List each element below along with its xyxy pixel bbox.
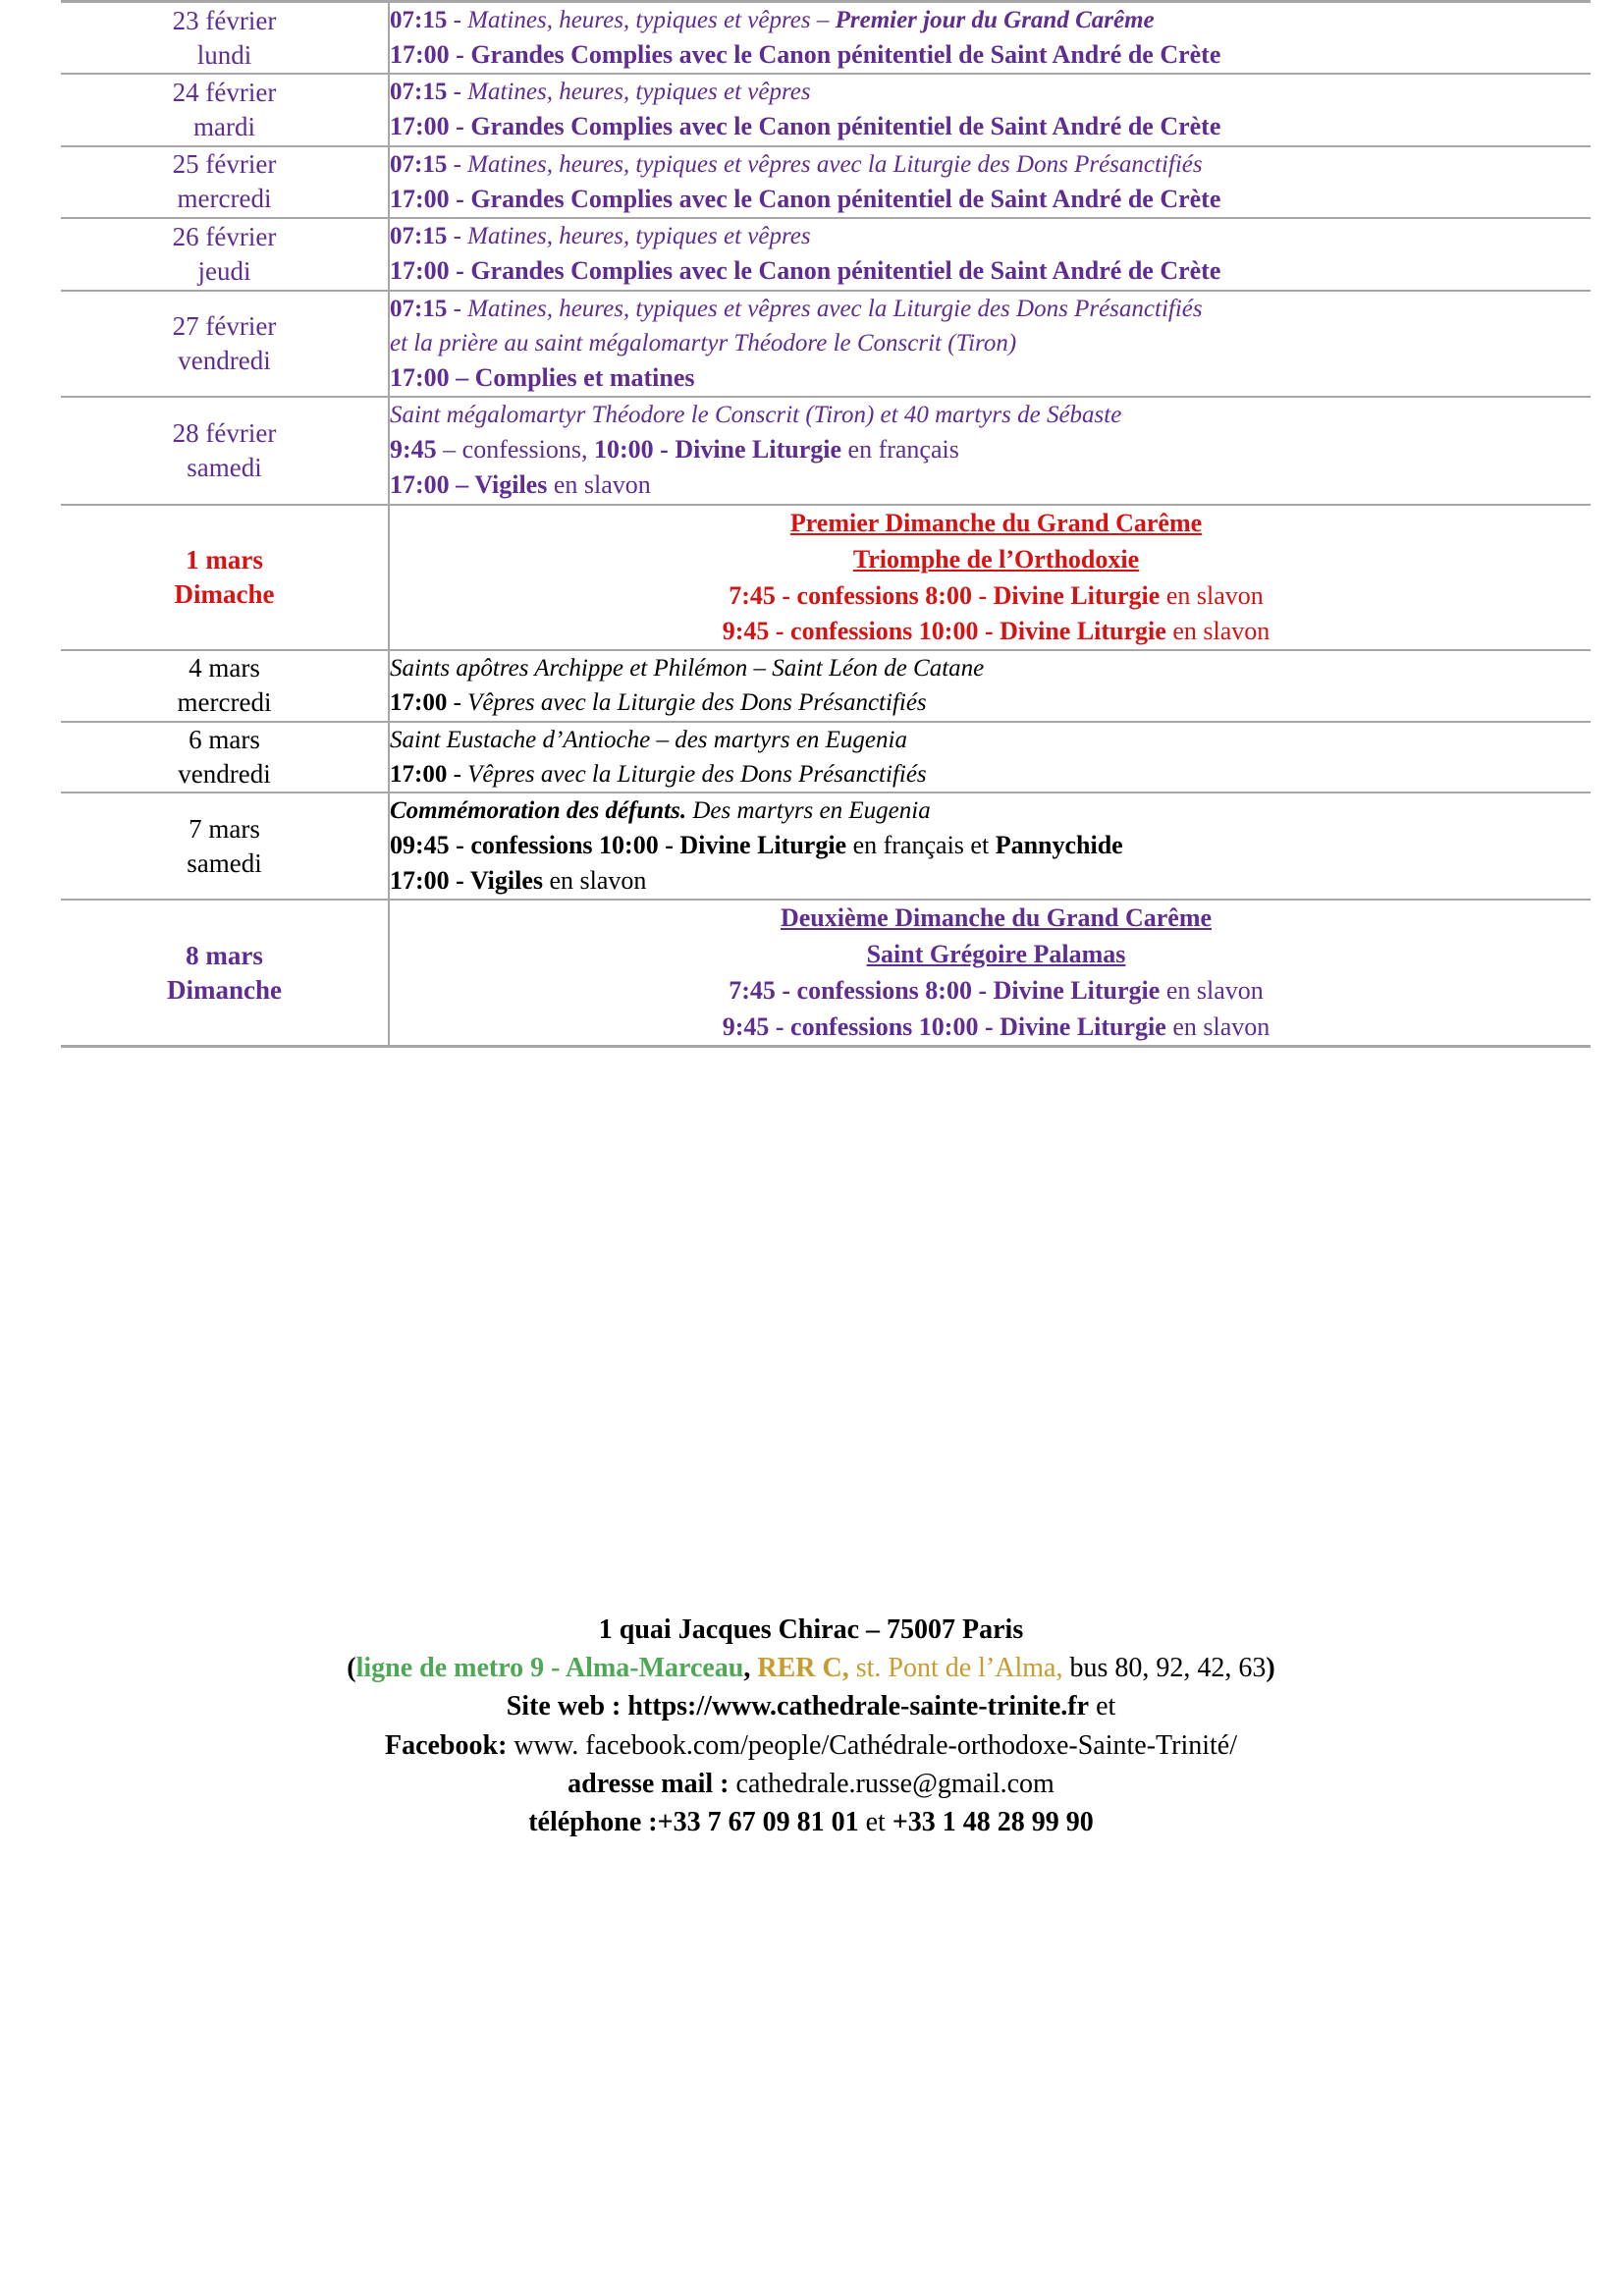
phone-label: téléphone :	[528, 1806, 658, 1837]
schedule-sheet	[0, 0, 1622, 1048]
event-line: 7:45 - confessions 8:00 - Divine Liturgie en slavon	[729, 580, 1264, 610]
table-row	[61, 74, 1591, 145]
date-cell	[61, 218, 389, 290]
row-date: 7 mars	[189, 813, 260, 844]
row-weekday: Dimanche	[167, 974, 282, 1005]
event-line: 17:00 - Grandes Complies avec le Canon pénitentiel de Saint André de Crète	[390, 184, 1221, 213]
event-line: 17:00 - Vigiles en slavon	[390, 866, 647, 896]
row-date: 28 février	[172, 417, 277, 448]
event-line: 17:00 - Vêpres avec la Liturgie des Dons Présanctifiés	[390, 689, 927, 717]
table-row	[61, 218, 1591, 290]
event-line: 17:00 – Vigiles en slavon	[390, 470, 651, 500]
website-link[interactable]: Site web : https://www.cathedrale-sainte-trinite.fr	[506, 1691, 1090, 1722]
table-row	[61, 146, 1591, 218]
table-row	[61, 722, 1591, 793]
website-line	[0, 1687, 1622, 1725]
event-line: 17:00 - Grandes Complies avec le Canon pénitentiel de Saint André de Crète	[390, 40, 1221, 69]
row-weekday: mardi	[193, 112, 255, 142]
email-address[interactable]: cathedrale.russe@gmail.com	[729, 1768, 1054, 1799]
transport-line	[0, 1649, 1622, 1687]
row-weekday: vendredi	[178, 345, 271, 375]
feast-heading-secondary: Saint Grégoire Palamas	[866, 940, 1126, 969]
event-line: 07:15 - Matines, heures, typiques et vêpres avec la Liturgie des Dons Présanctifiés	[390, 295, 1203, 322]
date-cell	[61, 291, 389, 397]
rer-label: RER C,	[757, 1653, 849, 1684]
event-line: 09:45 - confessions 10:00 - Divine Liturgie en français et Pannychide	[390, 830, 1123, 859]
liturgical-schedule-table	[61, 0, 1591, 1048]
event-line: 17:00 - Grandes Complies avec le Canon pénitentiel de Saint André de Crète	[390, 112, 1221, 141]
event-line: 17:00 - Vêpres avec la Liturgie des Dons Présanctifiés	[390, 760, 927, 788]
row-date: 25 février	[172, 149, 277, 180]
table-row	[61, 397, 1591, 505]
phone-line	[0, 1803, 1622, 1841]
table-row	[61, 793, 1591, 901]
event-line: 7:45 - confessions 8:00 - Divine Liturgie en slavon	[729, 976, 1264, 1006]
date-cell	[61, 722, 389, 793]
email-line	[0, 1765, 1622, 1803]
row-date: 26 février	[172, 221, 277, 251]
event-line: Saint mégalomartyr Théodore le Conscrit (Tiron) et 40 martyrs de Sébaste	[390, 401, 1122, 428]
paren-close: )	[1266, 1653, 1275, 1684]
row-date: 1 mars	[186, 544, 263, 574]
event-line: Saint Eustache d’Antioche – des martyrs en Eugenia	[390, 726, 907, 753]
transport-separator: ,	[743, 1653, 758, 1684]
address-line: 1 quai Jacques Chirac – 75007 Paris	[598, 1614, 1024, 1645]
events-cell	[389, 900, 1591, 1046]
date-cell	[61, 146, 389, 218]
event-line: 9:45 - confessions 10:00 - Divine Liturgie en slavon	[722, 616, 1271, 645]
feast-heading-primary: Deuxième Dimanche du Grand Carême	[780, 903, 1213, 933]
website-suffix: et	[1089, 1691, 1116, 1722]
event-line: 07:15 - Matines, heures, typiques et vêpres	[390, 79, 811, 106]
events-cell	[389, 505, 1591, 651]
table-row	[61, 650, 1591, 721]
bus-info: bus 80, 92, 42, 63	[1062, 1653, 1267, 1684]
events-cell	[389, 2, 1591, 75]
row-date: 6 mars	[189, 724, 260, 754]
events-cell	[389, 291, 1591, 397]
events-cell	[389, 397, 1591, 505]
phone-primary[interactable]: +33 7 67 09 81 01	[657, 1806, 859, 1837]
table-row	[61, 291, 1591, 397]
rer-station: st. Pont de l’Alma,	[848, 1653, 1063, 1684]
facebook-line	[0, 1726, 1622, 1765]
event-line: 9:45 – confessions, 10:00 - Divine Liturgie en français	[390, 434, 959, 464]
row-date: 23 février	[172, 5, 277, 35]
events-cell	[389, 722, 1591, 793]
row-weekday: mercredi	[177, 687, 272, 718]
date-cell	[61, 900, 389, 1046]
events-cell	[389, 793, 1591, 901]
paren-open: (	[347, 1653, 356, 1684]
row-date: 4 mars	[189, 653, 260, 683]
event-line: Saints apôtres Archippe et Philémon – Saint Léon de Catane	[390, 655, 985, 683]
facebook-link[interactable]: www. facebook.com/people/Cathédrale-orthodoxe-Sainte-Trinité/	[507, 1729, 1238, 1761]
date-cell	[61, 397, 389, 505]
event-line: 07:15 - Matines, heures, typiques et vêpres – Premier jour du Grand Carême	[390, 7, 1155, 33]
phone-secondary[interactable]: +33 1 48 28 99 90	[892, 1806, 1094, 1837]
event-line: et la prière au saint mégalomartyr Théodore le Conscrit (Tiron)	[390, 329, 1017, 356]
event-line: 17:00 – Complies et matines	[390, 362, 695, 392]
row-weekday: vendredi	[178, 758, 271, 789]
date-cell	[61, 2, 389, 75]
date-cell	[61, 74, 389, 145]
row-weekday: jeudi	[197, 255, 251, 286]
events-cell	[389, 146, 1591, 218]
phone-join: et	[858, 1806, 892, 1837]
event-line: Commémoration des défunts. Des martyrs en Eugenia	[390, 796, 931, 824]
event-line: 17:00 - Grandes Complies avec le Canon pénitentiel de Saint André de Crète	[390, 256, 1221, 286]
row-weekday: Dimache	[174, 579, 275, 610]
feast-heading-primary: Premier Dimanche du Grand Carême	[789, 508, 1203, 537]
row-date: 24 février	[172, 77, 277, 107]
table-row	[61, 505, 1591, 651]
events-cell	[389, 218, 1591, 290]
event-line: 07:15 - Matines, heures, typiques et vêpres	[390, 223, 811, 250]
events-cell	[389, 74, 1591, 145]
date-cell	[61, 793, 389, 901]
metro-info: ligne de metro 9 - Alma-Marceau	[355, 1653, 744, 1684]
email-label: adresse mail :	[568, 1768, 730, 1799]
feast-heading-secondary: Triomphe de l’Orthodoxie	[852, 544, 1140, 574]
row-weekday: mercredi	[177, 184, 272, 214]
row-date: 27 février	[172, 310, 277, 341]
event-line: 9:45 - confessions 10:00 - Divine Liturgie en slavon	[722, 1011, 1271, 1041]
events-cell	[389, 650, 1591, 721]
contact-footer	[0, 1611, 1622, 1841]
table-row	[61, 900, 1591, 1046]
row-date: 8 mars	[186, 940, 263, 970]
row-weekday: samedi	[187, 452, 262, 482]
table-row	[61, 2, 1591, 75]
facebook-label: Facebook:	[384, 1729, 508, 1761]
row-weekday: lundi	[196, 39, 252, 70]
schedule-body	[61, 2, 1591, 1047]
event-line: 07:15 - Matines, heures, typiques et vêpres avec la Liturgie des Dons Présanctifiés	[390, 150, 1203, 178]
date-cell	[61, 650, 389, 721]
date-cell	[61, 505, 389, 651]
row-weekday: samedi	[187, 847, 262, 878]
